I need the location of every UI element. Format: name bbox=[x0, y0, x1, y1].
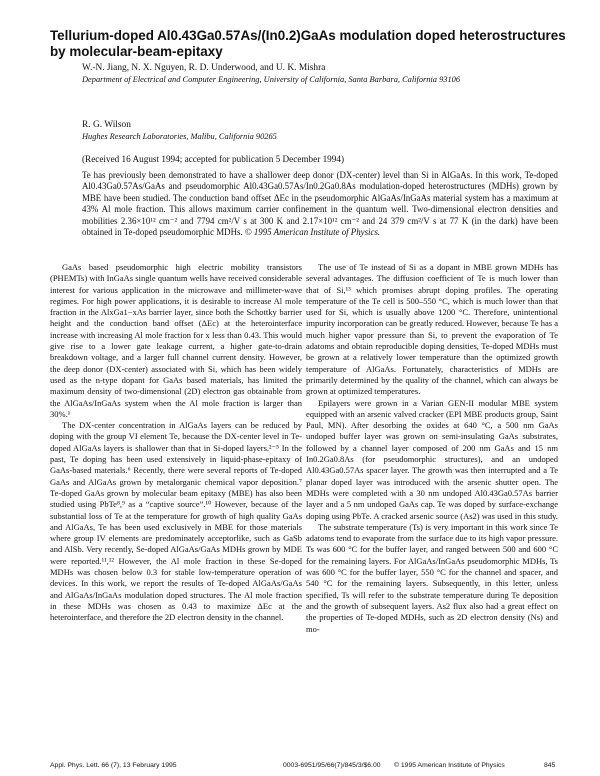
affiliation-primary: Department of Electrical and Computer Engineering, University of California, Santa Barbara, California 93106 bbox=[82, 75, 461, 84]
body-paragraph: The substrate temperature (Ts) is very important in this work since Te adatoms tend to evaporate from the surface due to its high vapor pressure. Ts was 600 °C for the buffer layer, and ranged between 500 and 600 °C for the remaining layers. For AlGaAs/InGaAs pseudomorphic MDHs, Ts was 600 °C for the buffer layer, 550 °C for the channel and spacer, and 540 °C for the remaining layers. Subsequently, in this letter, unless specified, Ts will refer to the substrate temperature during Te deposition and the growth of subsequent layers. As2 flux also had a great effect on the properties of Te-doped MDHs, such as 2D electron density (Ns) and mo- bbox=[306, 521, 558, 634]
footer-journal: Appl. Phys. Lett. 66 (7), 13 February 1995 bbox=[50, 762, 177, 769]
abstract-copyright: © 1995 American Institute of Physics. bbox=[244, 227, 381, 238]
received-dates: (Received 16 August 1994; accepted for publication 5 December 1994) bbox=[82, 154, 345, 164]
body-paragraph: The DX-center concentration in AlGaAs layers can be reduced by doping with the group VI element Te, because the DX-center level in Te-doped AlGaAs layers is shallower than that in Si-doped layers.²⁻⁵ In the past, Te doping has been used extensively in liquid-phase-epitaxy of GaAs-based materials.⁶ Recently, there were several reports of Te-doped GaAs and AlGaAs grown by metalorganic chemical vapor deposition.⁷ Te-doped GaAs grown by molecular beam epitaxy (MBE) has also been studied using PbTe⁸,⁹ as a “captive source”.¹⁰ However, because of the substantial loss of Te at the temperature for growth of high quality GaAs and AlGaAs, Te has been used exclusively in MBE for those materials where group IV elements are predominately acceptorlike, such as GaSb and AlSb. Very recently, Se-doped AlGaAs/GaAs MDHs grown by MDE were reported.¹¹,¹² However, the Al mole fraction in these Se-doped MDHs was chosen below 0.3 for stable low-temperature operation of devices. In this work, we report the results of Te-doped AlGaAs/GaAs and AlGaAs/InGaAs modulation doped structures. The Al mole fraction in these MDHs was chosen as 0.43 to maximize ΔEc at the heterointerface, and therefore the 2D electron density in the channel. bbox=[50, 420, 302, 623]
author-list-primary: W.-N. Jiang, N. X. Nguyen, R. D. Underwood, and U. K. Mishra bbox=[82, 63, 326, 73]
body-column-right bbox=[306, 262, 558, 635]
page-number: 845 bbox=[544, 762, 556, 769]
affiliation-secondary: Hughes Research Laboratories, Malibu, California 90265 bbox=[82, 132, 277, 141]
author-list-secondary: R. G. Wilson bbox=[82, 120, 131, 130]
body-paragraph: GaAs based pseudomorphic high electric mobility transistors (PHEMTs) with InGaAs single quantum wells have received considerable interest for various application in the microwave and millimeter-wave regimes. For high power applications, it is desirable to increase Al mole fraction in the AlxGa1−xAs barrier layer, since both the Schottky barrier height and the conduction band offset (ΔEc) at the heterointerface increase with increasing Al mole fraction for x less than 0.43. This would give rise to a lower gate leakage current, a higher gate-to-drain breakdown voltage, and a larger full channel current density. However, the deep donor (DX-center) associated with Si, which has been widely used as the n-type dopant for GaAs based materials, has limited the maximum density of two-dimensional (2D) electron gas obtainable from the AlGaAs/InGaAs system when the Al mole fraction is larger than 30%.¹ bbox=[50, 262, 302, 419]
abstract-text bbox=[82, 170, 558, 238]
paper-title: Tellurium-doped Al0.43Ga0.57As/(In0.2)GaAs modulation doped heterostructures by molecular-beam-epitaxy bbox=[50, 28, 566, 59]
body-paragraph: The use of Te instead of Si as a dopant in MBE grown MDHs has several advantages. The diffusion coefficient of Te is much lower than that of Si,¹³ which promises abrupt doping profiles. The operating temperature of the Te cell is 500–550 °C, which is much lower than that used for Si, which is usually above 1200 °C. Therefore, unintentional impurity incorporation can be greatly reduced. However, because Te has a much higher vapor pressure than Si, to prevent the evaporation of Te adatoms and obtain reproducible doping densities, Te-doped MDHs must be grown at a relatively lower temperature than the optimized growth temperature of AlGaAs. Fortunately, characteristics of MDHs are primarily determined by the quality of the channel, which can always be grown at optimized temperatures. bbox=[306, 262, 558, 397]
abstract-body: Te has previously been demonstrated to have a shallower deep donor (DX-center) level than Si in AlGaAs. In this work, Te-doped Al0.43Ga0.57As/GaAs and pseudomorphic Al0.43Ga0.57As/In0.2Ga0.8As modulation-doped heterostructures (MDHs) grown by MBE have been studied. The conduction band offset ΔEc in the pseudomorphic AlGaAs/InGaAs material system has a maximum at 43% Al mole fraction. This allows maximum carrier confinement in the quantum well. Two-dimensional electron densities and mobilities 2.36×10¹² cm⁻² and 7794 cm²/V s at 300 K and 2.17×10¹² cm⁻² and 24 379 cm²/V s at 77 K (in the dark) have been obtained in Te-doped pseudomorphic MDHs. bbox=[82, 170, 558, 238]
body-paragraph: Epilayers were grown in a Varian GEN-II modular MBE system equipped with an arsenic valved cracker (EPI MBE products group, Saint Paul, MN). After desorbing the oxides at 640 °C, a 500 nm GaAs undoped buffer layer was grown on semi-insulating GaAs substrates, followed by a channel layer composed of 200 nm GaAs and 15 nm In0.2Ga0.8As (for pseudomorphic structures), and an undoped Al0.43Ga0.57As spacer layer. The growth was then interrupted and a Te planar doped layer was introduced with the arsenic shutter open. The MDHs were completed with a 30 nm undoped Al0.43Ga0.57As barrier layer and a 5 nm undoped GaAs cap. Te was doped by surface-exchange doping using PbTe. A cracked arsenic source (As2) was used in this study. bbox=[306, 397, 558, 521]
abstract bbox=[82, 170, 558, 238]
page-footer bbox=[50, 761, 560, 771]
body-column-left bbox=[50, 262, 302, 624]
footer-copyright: © 1995 American Institute of Physics bbox=[394, 762, 505, 769]
footer-code: 0003-6951/95/66(7)/845/3/$6.00 bbox=[283, 762, 381, 769]
